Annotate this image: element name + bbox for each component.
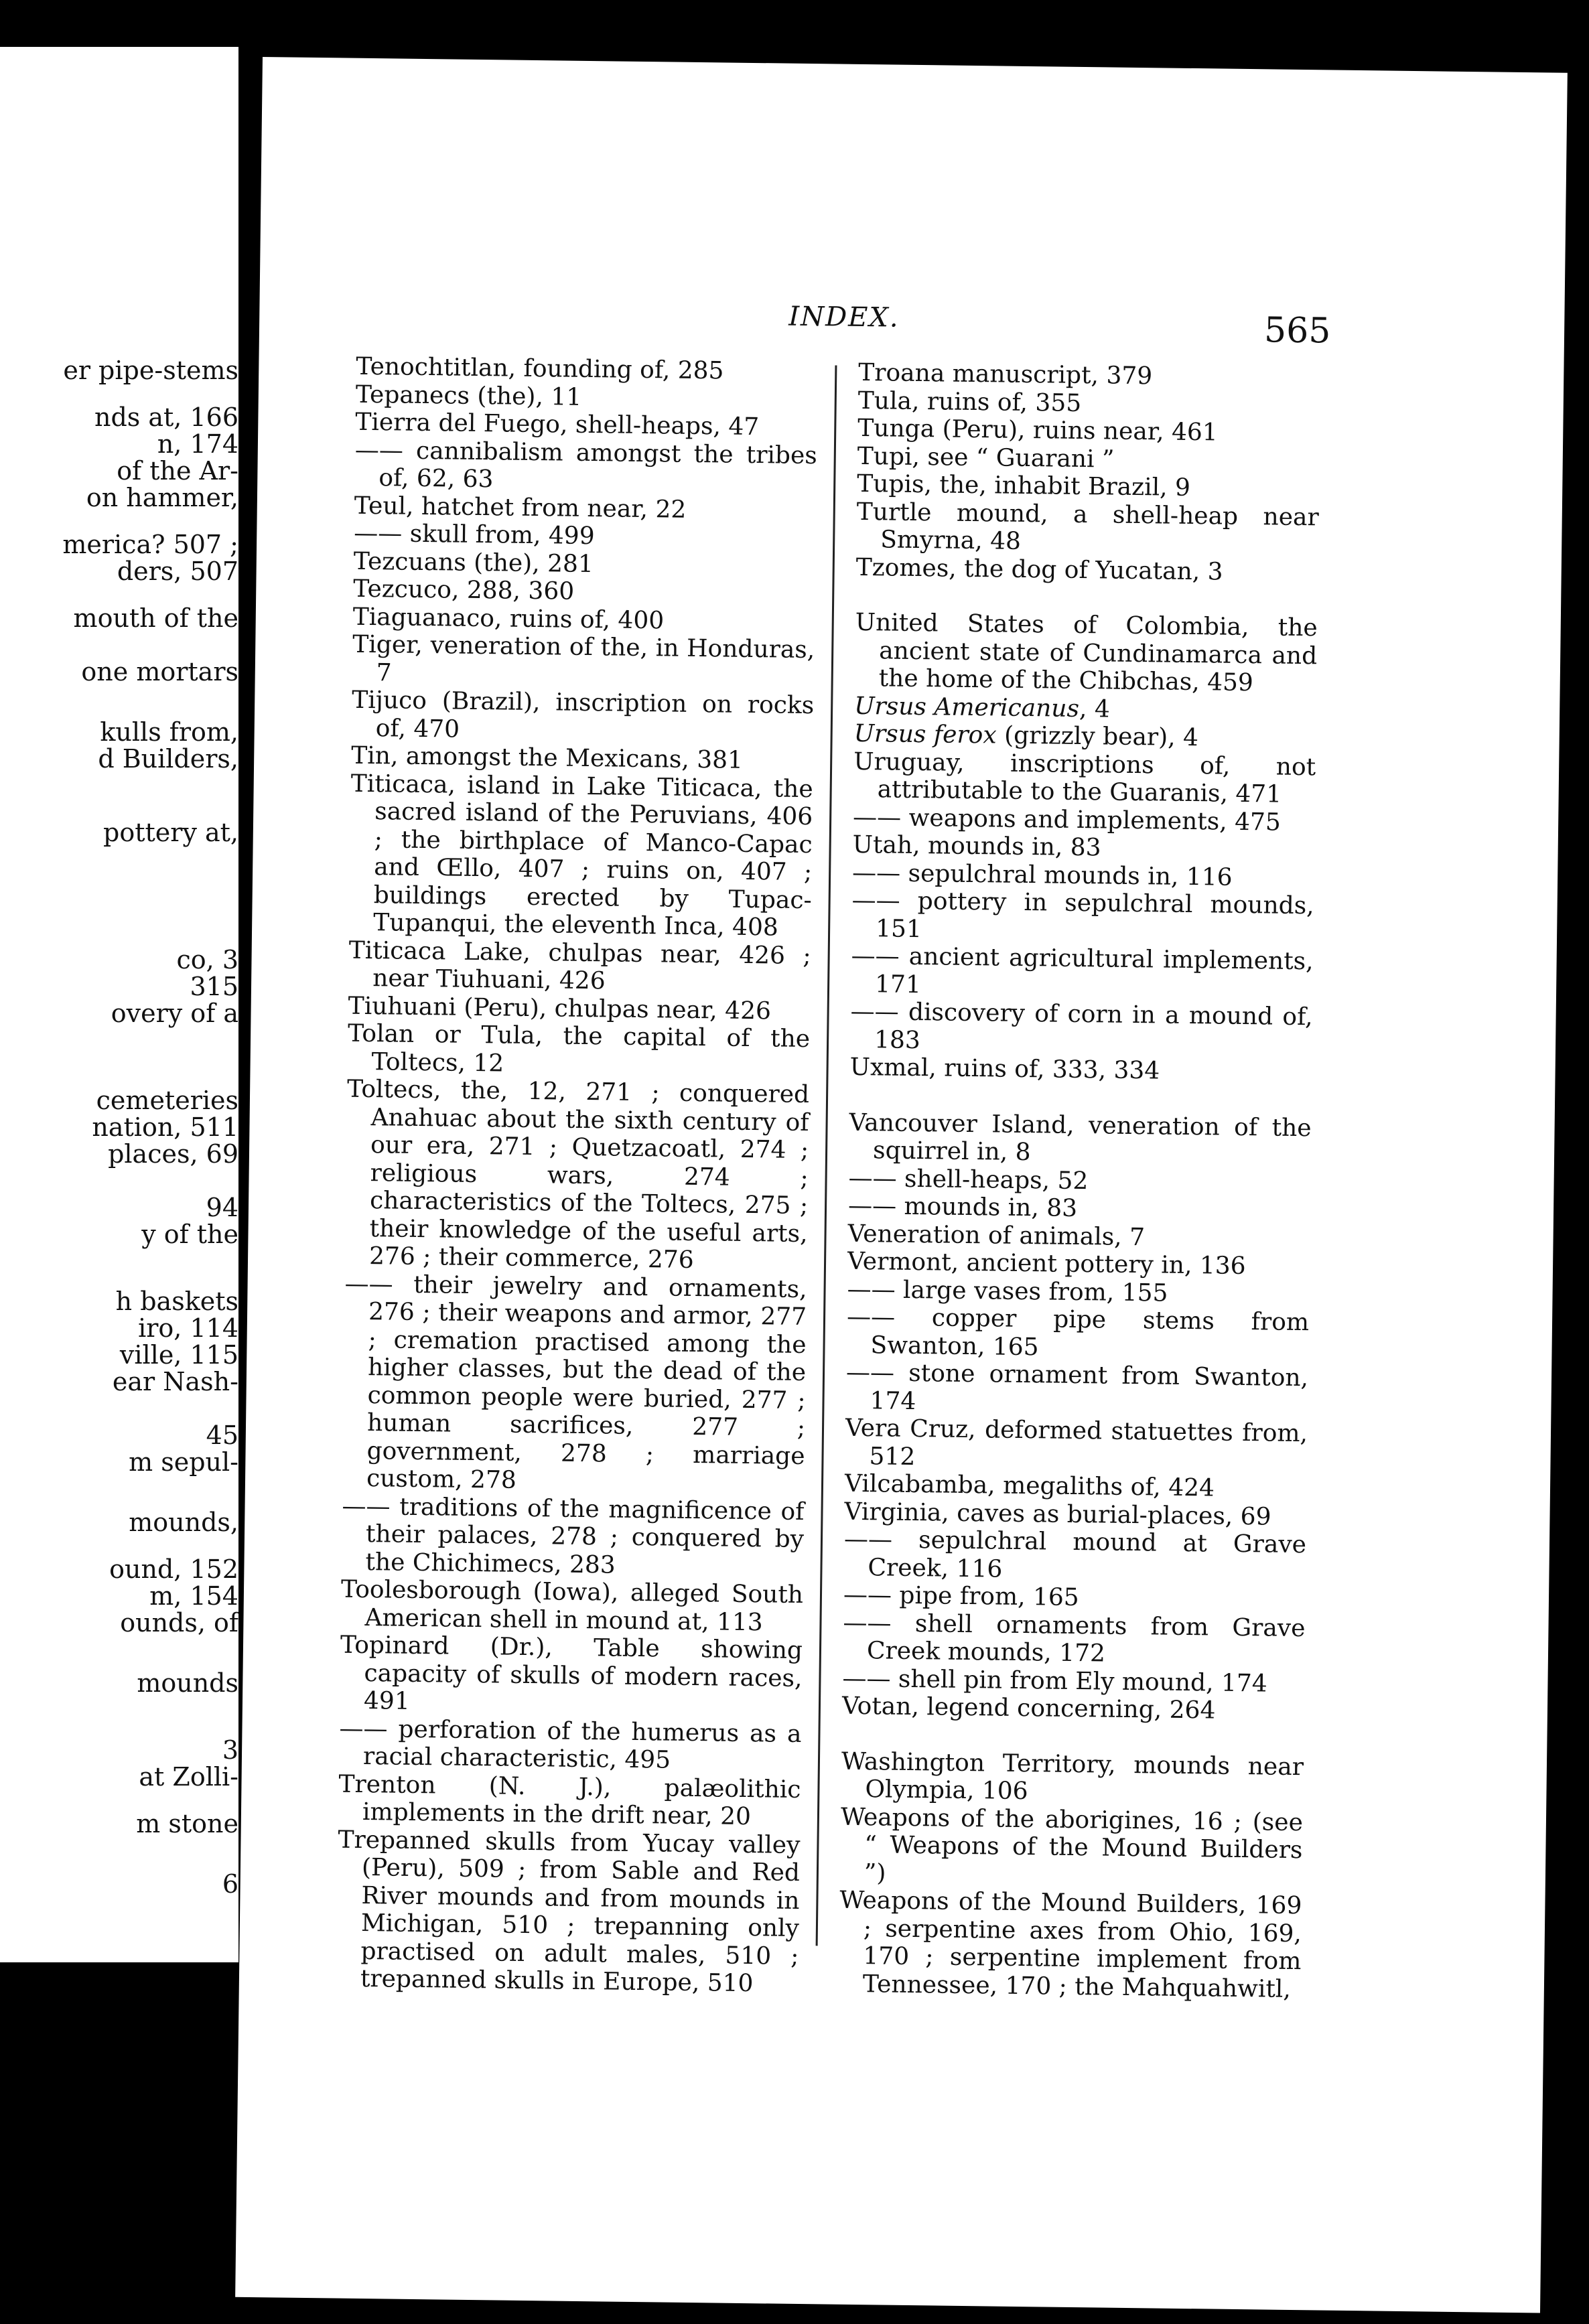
index-entry xyxy=(352,686,815,747)
index-entry-text: Washington Territory, mounds near Olympia, 106 xyxy=(841,1747,1304,1806)
index-entry-text: Titicaca Lake, chulpas near, 426 ; near Tiuhuani, 426 xyxy=(348,936,811,995)
index-entry-text: —— perforation of the humerus as a racial characteristic, 495 xyxy=(339,1715,802,1774)
index-entry xyxy=(842,1692,1304,1726)
column-divider xyxy=(816,365,837,1946)
index-entry-text: Weapons of the aborigines, 16 ; (see “ Weapons of the Mound Builders ”) xyxy=(840,1803,1304,1887)
previous-page-line: m, 154 xyxy=(149,1581,238,1611)
index-entry-text: Trepanned skulls from Yucay valley (Peru), 509 ; from Sable and Red River mounds and from mounds in Michigan, 510 ; trepanning only practised on adult males, 510 ; trepanned skulls in Europe, 510 xyxy=(338,1826,801,1998)
index-entry-text: Vilcabamba, megaliths of, 424 xyxy=(844,1469,1215,1502)
index-entry-text: Tijuco (Brazil), inscription on rocks of, 470 xyxy=(352,686,815,743)
index-entry-text: Titicaca, island in Lake Titicaca, the sacred island of the Peruvians, 406 ; the birthplace of Manco-Capac and Œllo, 407 ; ruins on, 407 ; buildings erected by Tupac-Tupanqui, the eleventh Inca, 408 xyxy=(350,770,813,942)
running-title: INDEX. xyxy=(788,301,900,334)
previous-page-line: one mortars xyxy=(81,657,238,686)
index-entry-text: —— skull from, 499 xyxy=(354,519,595,551)
index-entry-text: Tin, amongst the Mexicans, 381 xyxy=(351,741,744,774)
index-entry xyxy=(843,1526,1306,1587)
previous-page-line: er pipe-stems xyxy=(63,356,238,385)
index-entry xyxy=(338,1770,801,1831)
index-column-left xyxy=(336,353,819,1999)
previous-page-line: of the Ar- xyxy=(117,456,238,486)
previous-page-line: nds at, 166 xyxy=(94,403,238,432)
index-entry-text: Uxmal, ruins of, 333, 334 xyxy=(849,1053,1160,1085)
index-entry-text: —— copper pipe stems from Swanton, 165 xyxy=(846,1303,1310,1361)
index-entry-text: —— sepulchral mounds in, 116 xyxy=(851,859,1233,891)
index-entry-text: —— shell pin from Ely mound, 174 xyxy=(842,1664,1267,1698)
index-entry-text: Toltecs, the, 12, 271 ; conquered Anahuac about the sixth century of our era, 271 ; Quetzacoatl, 274 ; religious wars, 274 ; characteristics of the Toltecs, 275 ; their knowledge of the useful arts, 276 ; their commerce, 276 xyxy=(346,1075,810,1274)
index-entry-text: Utah, mounds in, 83 xyxy=(852,830,1101,862)
previous-page-line: places, 69 xyxy=(108,1139,238,1169)
index-entry-text: Virginia, caves as burial-places, 69 xyxy=(844,1498,1271,1531)
previous-page-line: n, 174 xyxy=(157,429,238,459)
index-entry xyxy=(853,747,1316,808)
index-entry xyxy=(851,942,1314,1003)
index-entry xyxy=(347,1020,810,1081)
index-entry-text: Tiaguanaco, ruins of, 400 xyxy=(352,603,665,634)
index-entry xyxy=(340,1576,803,1637)
index-entry-italic: Ursus ferox xyxy=(853,719,997,749)
previous-page-line: nation, 511 xyxy=(92,1112,238,1142)
index-entry xyxy=(348,936,811,997)
index-entry xyxy=(841,1747,1304,1808)
index-entry xyxy=(856,553,1318,587)
index-entry-text: —— pottery in sepulchral mounds, 151 xyxy=(851,886,1314,943)
index-entry-text: —— mounds in, 83 xyxy=(847,1191,1078,1222)
index-entry-text: —— ancient agricultural implements, 171 xyxy=(851,942,1314,999)
index-entry-text: Vermont, ancient pottery in, 136 xyxy=(847,1247,1246,1281)
previous-page-line: d Builders, xyxy=(98,744,238,774)
index-entry-text: Tepanecs (the), 11 xyxy=(355,380,582,411)
previous-page-line: cemeteries xyxy=(96,1086,238,1115)
index-entry xyxy=(340,1631,803,1721)
index-entry xyxy=(849,1108,1312,1169)
index-entry-text: Trenton (N. J.), palæolithic implements in the drift near, 20 xyxy=(338,1770,801,1831)
index-entry-text: Troana manuscript, 379 xyxy=(858,358,1153,390)
index-entry-text: Tezcuans (the), 281 xyxy=(353,547,594,578)
previous-page-line: ounds, of xyxy=(120,1608,238,1638)
index-entry-text: Tezcuco, 288, 360 xyxy=(353,575,575,605)
index-entry xyxy=(845,1414,1308,1475)
index-entry-text: Tiger, veneration of the, in Honduras, 7 xyxy=(352,630,815,686)
previous-page-line: co, 3 xyxy=(176,945,238,974)
index-entry-italic: Ursus Americanus xyxy=(853,692,1080,723)
index-entry xyxy=(843,1609,1306,1670)
index-entry-text: Tierra del Fuego, shell-heaps, 47 xyxy=(355,408,760,441)
index-entry-text: —— their jewelry and ornaments, 276 ; their weapons and armor, 277 ; cremation practised among the higher classes, but the dead of the common people were buried, 277 ; human sacrifices, 277 ; government, 278 ; marriage custom, 278 xyxy=(344,1270,807,1494)
index-entry-text: —— traditions of the magnificence of their palaces, 278 ; conquered by the Chichimecs, 283 xyxy=(342,1492,805,1579)
index-entry-text: Turtle mound, a shell-heap near Smyrna, 48 xyxy=(856,498,1319,555)
previous-page-line: mounds, xyxy=(129,1508,238,1537)
previous-page-line: overy of a xyxy=(111,999,238,1028)
index-entry xyxy=(849,1054,1312,1087)
index-entry xyxy=(352,631,815,692)
index-entry-text: Tupis, the, inhabit Brazil, 9 xyxy=(857,469,1191,502)
index-entry-text: Tiuhuani (Peru), chulpas near, 426 xyxy=(348,992,772,1025)
index-entry-text: Toolesborough (Iowa), alleged South American shell in mound at, 113 xyxy=(340,1575,804,1636)
previous-page-line: on hammer, xyxy=(86,483,238,512)
previous-page-line: 315 xyxy=(190,972,238,1001)
index-entry xyxy=(845,1359,1308,1420)
previous-page-line: mounds xyxy=(137,1668,238,1698)
index-entry-text: Tolan or Tula, the capital of the Toltecs, 12 xyxy=(347,1019,811,1078)
previous-page-line: at Zolli- xyxy=(139,1762,238,1792)
index-entry xyxy=(850,998,1313,1059)
index-entry xyxy=(851,887,1314,948)
index-entry-text: —— cannibalism amongst the tribes of, 62, 63 xyxy=(354,436,818,494)
index-entry xyxy=(840,1803,1303,1892)
previous-page-line: ound, 152 xyxy=(109,1554,238,1584)
index-entry-text: —— sepulchral mound at Grave Creek, 116 xyxy=(843,1525,1307,1583)
index-entry xyxy=(846,1303,1309,1364)
previous-page-line: 6 xyxy=(222,1869,238,1899)
previous-page-line: ear Nash- xyxy=(112,1367,238,1396)
index-entry-text: , 4 xyxy=(1079,695,1111,723)
page-number: 565 xyxy=(1263,310,1331,352)
previous-page-line: pottery at, xyxy=(103,818,238,847)
previous-page-line: 3 xyxy=(222,1735,238,1765)
index-entry xyxy=(839,1887,1302,2003)
index-entry-text: Tzomes, the dog of Yucatan, 3 xyxy=(855,553,1223,586)
index-entry-text: Topinard (Dr.), Table showing capacity of skulls of modern races, 491 xyxy=(340,1631,803,1715)
index-entry-text: Votan, legend concerning, 264 xyxy=(841,1692,1216,1725)
index-entry-text: —— pipe from, 165 xyxy=(843,1581,1079,1612)
previous-page-line: 45 xyxy=(206,1421,238,1450)
previous-page-line: iro, 114 xyxy=(138,1313,238,1343)
previous-page-line: h baskets xyxy=(115,1287,238,1316)
index-entry-text: United States of Colombia, the ancient state of Cundinamarca and the home of the Chibchas, 459 xyxy=(855,608,1318,697)
previous-page-line: m stone xyxy=(136,1809,238,1838)
index-entry-text: Vera Cruz, deformed statuettes from, 512 xyxy=(845,1414,1308,1471)
index-entry xyxy=(854,609,1317,698)
previous-page-line: kulls from, xyxy=(100,717,238,747)
index-entry xyxy=(856,498,1319,559)
index-entry-text: Tenochtitlan, founding of, 285 xyxy=(356,352,724,385)
index-entry-text: —— large vases from, 155 xyxy=(847,1275,1168,1307)
previous-page-line: ville, 115 xyxy=(119,1340,238,1370)
index-entry-text: —— shell ornaments from Grave Creek mounds, 172 xyxy=(843,1609,1306,1668)
index-entry-text: Tula, ruins of, 355 xyxy=(857,386,1082,417)
previous-page-line: 94 xyxy=(206,1193,238,1222)
index-entry xyxy=(345,1076,809,1276)
previous-page-line: mouth of the xyxy=(73,603,238,633)
index-entry xyxy=(342,1270,807,1498)
previous-page-line: merica? 507 ; xyxy=(62,530,238,559)
previous-page-line: ders, 507 xyxy=(117,557,238,586)
index-column-right xyxy=(839,359,1321,2003)
index-entry-text: Veneration of animals, 7 xyxy=(847,1220,1146,1251)
index-entry xyxy=(341,1492,804,1581)
index-entry-text: —— weapons and implements, 475 xyxy=(852,803,1282,837)
index-entry-text: Teul, hatchet from near, 22 xyxy=(354,492,687,524)
index-entry-text: Vancouver Island, veneration of the squirrel in, 8 xyxy=(849,1108,1312,1167)
previous-page-line: y of the xyxy=(141,1220,238,1249)
index-page xyxy=(235,57,1568,2313)
index-entry xyxy=(349,770,813,942)
index-entry-text: —— discovery of corn in a mound of, 183 xyxy=(850,997,1313,1054)
previous-page-line: m sepul- xyxy=(129,1447,238,1477)
previous-page xyxy=(0,47,238,1962)
index-entry-text: Uruguay, inscriptions of, not attributable to the Guaranis, 471 xyxy=(853,747,1316,808)
index-entry-text: —— shell-heaps, 52 xyxy=(848,1164,1089,1195)
index-entry-text: (grizzly bear), 4 xyxy=(996,721,1199,752)
index-entry xyxy=(336,1826,801,1998)
index-entry-text: Tupi, see “ Guarani ” xyxy=(857,442,1115,474)
index-entry xyxy=(339,1715,802,1775)
index-entry-text: Tunga (Peru), ruins near, 461 xyxy=(857,414,1218,447)
index-entry-text: Weapons of the Mound Builders, 169 ; serpentine axes from Ohio, 169, 170 ; serpentine implement from Tennessee, 170 ; the Mahquahwitl, xyxy=(839,1886,1302,2003)
index-entry-text: —— stone ornament from Swanton, 174 xyxy=(845,1358,1309,1415)
index-entry xyxy=(354,436,817,497)
